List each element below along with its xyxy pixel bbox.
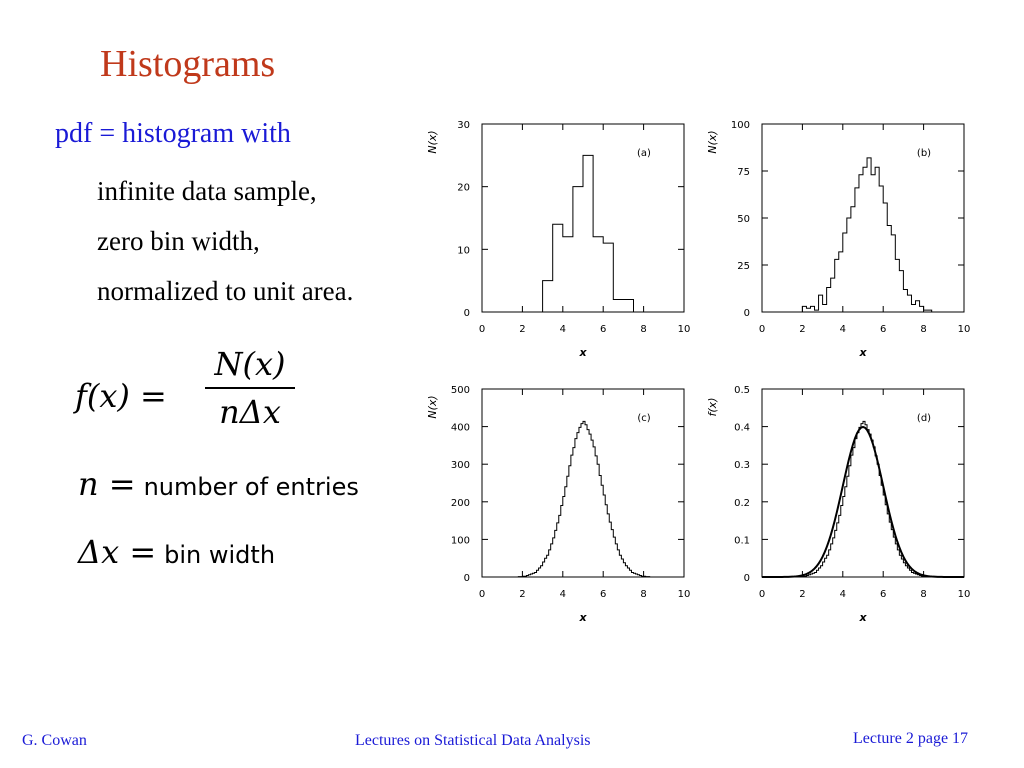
symbol-dx: Δx = bbox=[78, 533, 157, 571]
y-axis-label: N(x) bbox=[706, 130, 719, 154]
y-tick-label: 0 bbox=[463, 308, 470, 319]
slide-title: Histograms bbox=[100, 43, 276, 85]
y-axis-label: f(x) bbox=[706, 397, 719, 417]
x-tick-label: 6 bbox=[600, 324, 607, 335]
x-tick-label: 6 bbox=[880, 589, 887, 600]
x-axis-label: x bbox=[859, 611, 867, 624]
y-tick-label: 0.5 bbox=[734, 385, 750, 396]
footer-course: Lectures on Statistical Data Analysis bbox=[355, 732, 591, 749]
pdf-definition-heading: pdf = histogram with bbox=[55, 118, 291, 149]
histogram-c-svg bbox=[420, 377, 690, 627]
histogram-steps bbox=[482, 421, 684, 577]
y-tick-label: 0.3 bbox=[734, 460, 750, 472]
x-tick-label: 0 bbox=[758, 324, 766, 335]
y-tick-label: 200 bbox=[450, 497, 470, 509]
y-tick-label: 400 bbox=[450, 422, 470, 434]
x-tick-label: 10 bbox=[957, 324, 971, 335]
y-axis-label: N(x) bbox=[426, 395, 439, 419]
x-tick-label: 4 bbox=[839, 589, 846, 600]
y-tick-label: 0 bbox=[743, 308, 750, 319]
x-axis-label: x bbox=[579, 611, 587, 624]
footer-page: Lecture 2 page 17 bbox=[853, 730, 969, 747]
x-tick-label: 2 bbox=[519, 589, 526, 600]
panel-label: (b) bbox=[916, 148, 932, 159]
x-tick-label: 8 bbox=[640, 324, 647, 335]
footer-author: G. Cowan bbox=[22, 732, 87, 749]
panel-label: (d) bbox=[916, 413, 932, 424]
y-tick-label: 30 bbox=[457, 120, 470, 131]
pdf-curve bbox=[762, 427, 964, 577]
x-tick-label: 4 bbox=[559, 589, 566, 600]
bullet-normalized: normalized to unit area. bbox=[97, 276, 354, 306]
x-tick-label: 8 bbox=[920, 324, 927, 335]
x-tick-label: 0 bbox=[478, 589, 486, 600]
x-axis-label: x bbox=[859, 346, 867, 359]
y-tick-label: 100 bbox=[730, 120, 750, 131]
histogram-panel-c bbox=[420, 377, 690, 627]
y-tick-label: 100 bbox=[450, 535, 470, 547]
formula-numerator: N(x) bbox=[214, 345, 286, 383]
x-tick-label: 4 bbox=[839, 324, 846, 335]
histogram-steps bbox=[762, 158, 964, 312]
formula-lhs: f(x) = bbox=[75, 377, 167, 415]
histogram-panel-b bbox=[700, 112, 980, 362]
y-tick-label: 0.1 bbox=[734, 535, 750, 547]
x-tick-label: 0 bbox=[478, 324, 486, 335]
y-tick-label: 0.4 bbox=[734, 422, 750, 434]
y-tick-label: 25 bbox=[737, 261, 750, 272]
x-axis-label: x bbox=[579, 346, 587, 359]
y-tick-label: 0 bbox=[743, 573, 750, 584]
panel-label: (a) bbox=[637, 148, 651, 159]
histogram-d-svg bbox=[700, 377, 980, 627]
plot-frame bbox=[762, 124, 964, 312]
x-tick-label: 6 bbox=[880, 324, 887, 335]
histogram-steps bbox=[482, 155, 684, 312]
definition-dx bbox=[78, 533, 275, 571]
y-tick-label: 500 bbox=[450, 385, 470, 396]
y-tick-label: 10 bbox=[457, 245, 470, 257]
formula-fraction bbox=[205, 345, 295, 431]
symbol-n: n = bbox=[78, 465, 136, 503]
definition-n bbox=[78, 465, 359, 503]
x-tick-label: 2 bbox=[799, 324, 806, 335]
y-tick-label: 50 bbox=[737, 214, 750, 225]
x-tick-label: 10 bbox=[677, 324, 690, 335]
panel-label: (c) bbox=[637, 413, 651, 424]
histogram-panel-d bbox=[700, 377, 980, 627]
y-tick-label: 0 bbox=[463, 573, 470, 584]
histogram-panel-a bbox=[420, 112, 690, 362]
histogram-b-svg bbox=[700, 112, 980, 362]
x-tick-label: 8 bbox=[920, 589, 927, 600]
x-tick-label: 6 bbox=[600, 589, 607, 600]
x-tick-label: 2 bbox=[799, 589, 806, 600]
y-tick-label: 0.2 bbox=[734, 497, 750, 509]
bullet-zero-bin-width: zero bin width, bbox=[97, 226, 260, 256]
y-tick-label: 20 bbox=[457, 182, 470, 194]
y-tick-label: 300 bbox=[450, 460, 470, 472]
histogram-steps bbox=[762, 421, 964, 577]
x-tick-label: 2 bbox=[519, 324, 526, 335]
x-tick-label: 10 bbox=[957, 589, 971, 600]
y-tick-label: 75 bbox=[737, 167, 750, 178]
formula-denominator: nΔx bbox=[219, 393, 281, 431]
histogram-a-svg bbox=[420, 112, 690, 362]
x-tick-label: 8 bbox=[640, 589, 647, 600]
plot-frame bbox=[482, 389, 684, 577]
definition-dx-text: bin width bbox=[164, 541, 276, 569]
x-tick-label: 4 bbox=[559, 324, 566, 335]
x-tick-label: 0 bbox=[758, 589, 766, 600]
x-tick-label: 10 bbox=[677, 589, 690, 600]
y-axis-label: N(x) bbox=[426, 130, 439, 154]
plot-frame bbox=[482, 124, 684, 312]
definition-n-text: number of entries bbox=[143, 473, 359, 501]
plot-frame bbox=[762, 389, 964, 577]
bullet-infinite-sample: infinite data sample, bbox=[97, 176, 317, 206]
